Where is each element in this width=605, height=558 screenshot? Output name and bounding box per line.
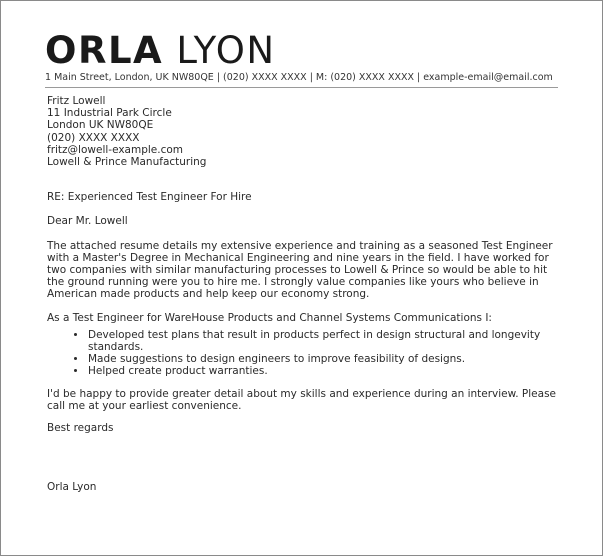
letter-closing-paragraph: I'd be happy to provide greater detail about my skills and experience during an interview. Please call me at your earliest convenience. — [47, 387, 557, 412]
list-item: • Developed test plans that result in products perfect in design structural and longevity standards. — [87, 329, 567, 353]
list-item: • Helped create product warranties. — [87, 365, 567, 377]
header-divider — [45, 87, 558, 88]
sender-last-name: LYON — [176, 29, 276, 72]
list-item: • Made suggestions to design engineers to improve feasibility of designs. — [87, 353, 567, 365]
recipient-email: fritz@lowell-example.com — [47, 143, 184, 156]
recipient-address — [47, 95, 567, 168]
letter-signature: Orla Lyon — [47, 481, 97, 494]
recipient-phone: (020) XXXX XXXX — [47, 131, 140, 144]
letter-body — [47, 95, 567, 493]
sender-name — [45, 29, 276, 73]
letter-subject: RE: Experienced Test Engineer For Hire — [47, 191, 252, 204]
recipient-street: 11 Industrial Park Circle — [47, 107, 172, 120]
letter-sign-off: Best regards — [47, 422, 114, 435]
letter-salutation: Dear Mr. Lowell — [47, 215, 128, 228]
letter-list-intro: As a Test Engineer for WareHouse Products and Channel Systems Communications I: — [47, 311, 492, 324]
sender-contact-line: 1 Main Street, London, UK NW80QE | (020) XXXX XXXX | M: (020) XXXX XXXX | example-email@email.com — [45, 72, 553, 83]
recipient-name: Fritz Lowell — [47, 95, 106, 107]
letter-paragraph-intro: The attached resume details my extensive experience and training as a seasoned Test Engineer with a Master's Degree in Mechanical Engineering and nine years in the field. I have worked for two companies with similar manufacturing processes to Lowell & Prince so would be able to hit the ground running were you to hire me. I strongly value companies like yours who believe in American made products and help keep our economy strong. — [47, 239, 553, 301]
achievements-list — [47, 329, 567, 378]
sender-first-name: ORLA — [45, 29, 164, 72]
recipient-city: London UK NW80QE — [47, 119, 154, 132]
recipient-company: Lowell & Prince Manufacturing — [47, 156, 207, 169]
